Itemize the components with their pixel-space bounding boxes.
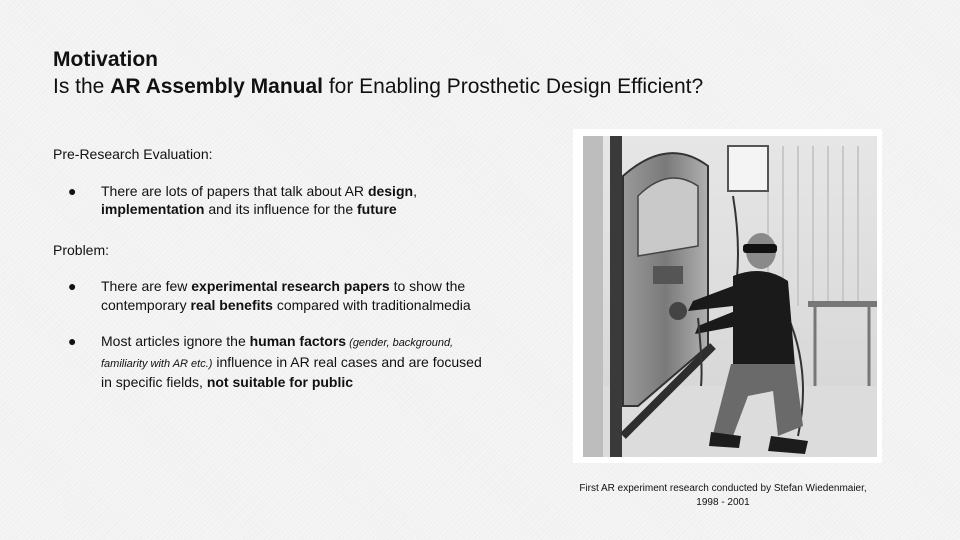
bullet-bold: human factors (249, 333, 347, 349)
photo-caption: First AR experiment research conducted by Stefan Wiedenmaier, 1998 - 2001 (579, 483, 867, 508)
bullet-bold: implementation (101, 201, 205, 217)
problem-label: Problem: (53, 241, 110, 258)
bullet-bold: not suitable for public (206, 374, 354, 390)
bullet-text: and its influence for the (204, 201, 358, 217)
bullet-italic-note: (gender, background, familiarity with AR etc.) (101, 337, 454, 370)
problem-bullets (53, 277, 493, 392)
question-suffix: for Enabling Prosthetic Design Efficient? (322, 75, 704, 98)
bullet-bold: real benefits (190, 296, 273, 313)
slide-question (53, 73, 913, 100)
bullet-text: Most articles ignore the (101, 333, 250, 349)
bullet-bold: future (357, 201, 397, 217)
list-item (53, 277, 493, 314)
body-text (53, 145, 493, 392)
photo-frame (573, 129, 882, 463)
bullet-dot-icon: ● (68, 333, 77, 349)
bullet-bold: design (367, 182, 414, 199)
bullet-text: There are lots of papers that talk about AR (101, 182, 368, 199)
pre-research-label: Pre-Research Evaluation: (53, 146, 213, 162)
bullet-text: to show the contemporary (101, 278, 466, 313)
bullet-dot-icon: ● (68, 278, 77, 294)
ar-experiment-photo (583, 136, 877, 457)
bullet-bold: experimental research papers (191, 278, 390, 294)
bullet-text: compared with traditionalmedia (272, 296, 471, 313)
pre-research-bullets (53, 182, 493, 219)
list-item (53, 332, 493, 392)
bullet-text: There are few (101, 278, 192, 294)
title-block (53, 47, 913, 100)
slide-heading: Motivation (53, 48, 158, 71)
question-bold: AR Assembly Manual (110, 75, 323, 98)
list-item (53, 182, 493, 219)
question-prefix: Is the (53, 75, 111, 98)
bullet-dot-icon: ● (68, 182, 77, 199)
bullet-text: , (413, 182, 417, 199)
bullet-text: influence in AR real cases and are focused in specific fields, (101, 353, 482, 390)
